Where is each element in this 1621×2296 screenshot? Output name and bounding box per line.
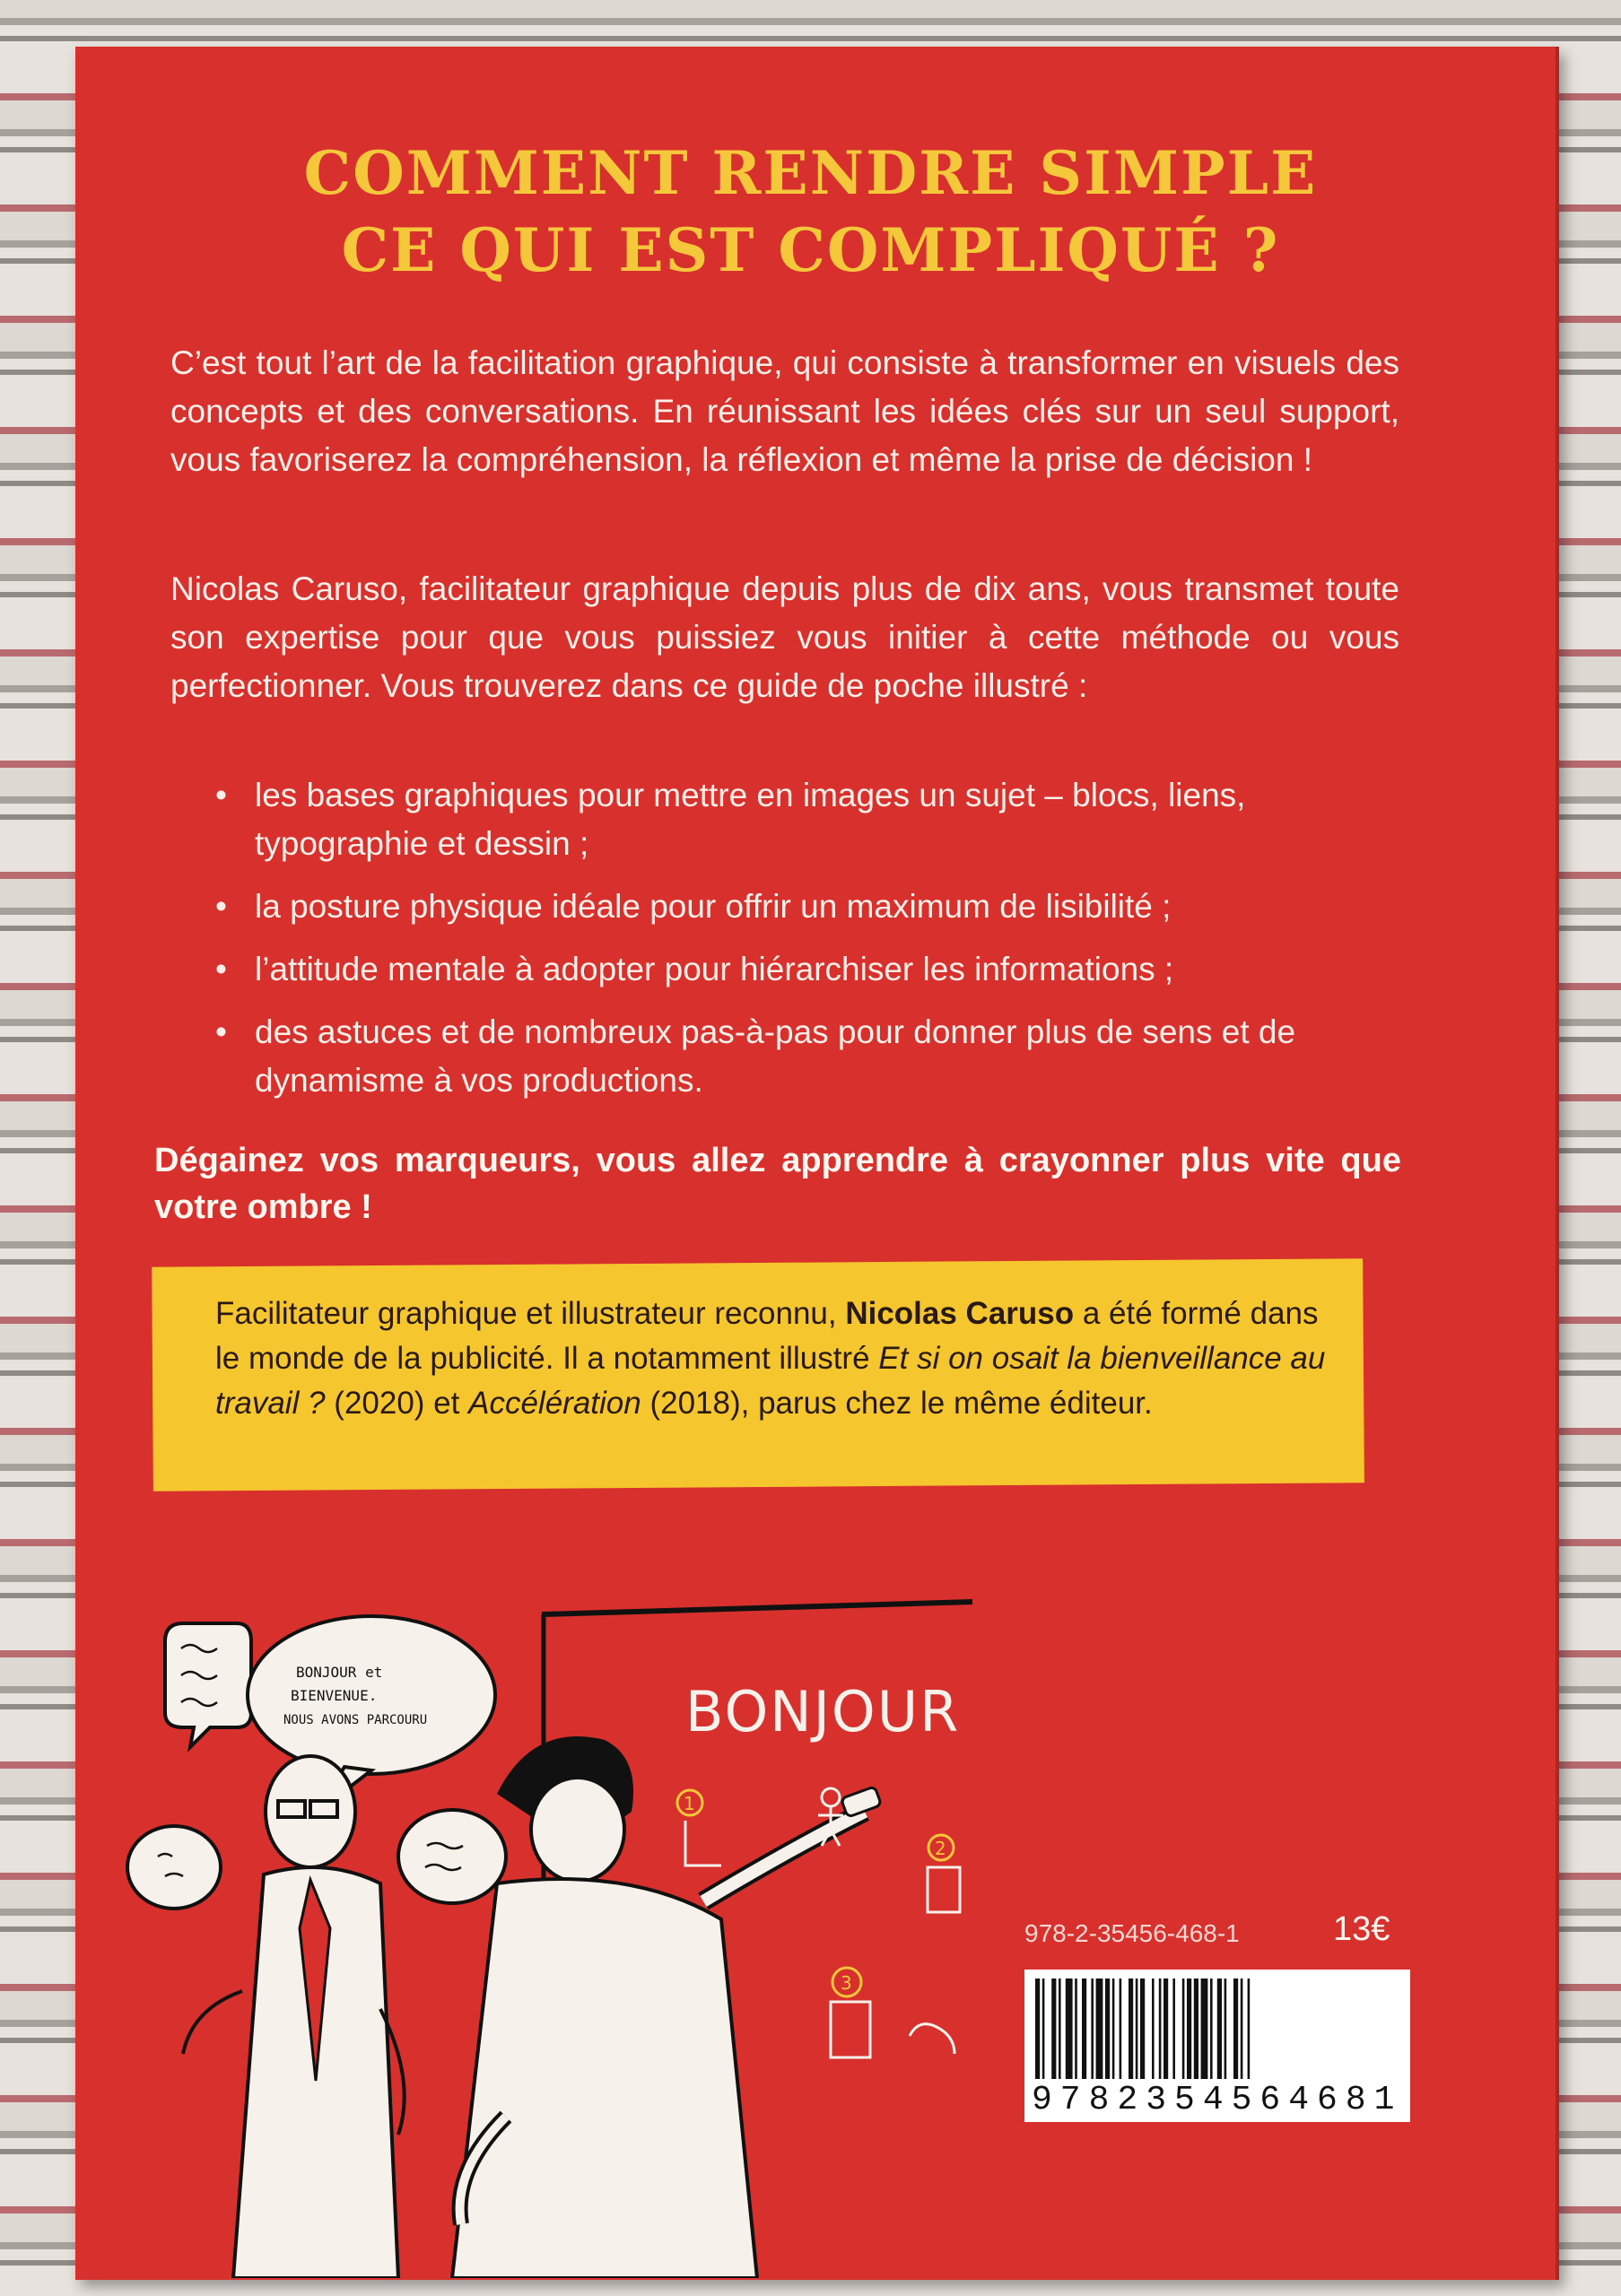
- speech-bubble-text: BONJOUR et: [296, 1664, 383, 1681]
- barcode-bar: [1140, 1979, 1145, 2079]
- step-number: 2: [935, 1838, 946, 1859]
- barcode-bar: [1091, 1979, 1094, 2079]
- feature-item: • l’attitude mentale à adopter pour hiérarchiser les informations ;: [215, 945, 1399, 994]
- barcode-bar: [1066, 1979, 1073, 2079]
- intro-paragraph: C’est tout l’art de la facilitation graphique, qui consiste à transformer en visuels des concepts et des conversations. En réunissant les idées clés sur un seul support, vous favoriserez la compréhension, la réflexion et même la prise de décision !: [170, 344, 1399, 478]
- bio-book-title: Et si on osait la bienveillance au travail ?: [215, 1341, 1326, 1421]
- man-drawing-figure: [452, 1736, 882, 2278]
- author-bio: [215, 1292, 1328, 1426]
- barcode-bar: [1182, 1979, 1185, 2079]
- barcode-bar: [1201, 1979, 1208, 2079]
- barcode-bar: [1163, 1979, 1168, 2079]
- speech-bubble-icon: [165, 1623, 251, 1747]
- barcode-bar: [1194, 1979, 1198, 2079]
- barcode-bar: [1112, 1979, 1115, 2079]
- isbn-number: 978-2-35456-468-1: [1024, 1919, 1240, 1947]
- feature-list: [215, 771, 1399, 1119]
- barcode-bar: [1075, 1979, 1077, 2079]
- barcode-bar: [1035, 1979, 1040, 2079]
- barcode-bar: [1210, 1979, 1213, 2079]
- facilitation-illustration: [75, 1543, 1062, 2278]
- barcode-bar: [1159, 1979, 1162, 2079]
- speech-bubble-icon: [398, 1810, 506, 1903]
- board-word: BONJOUR: [685, 1679, 961, 1744]
- feature-item: • la posture physique idéale pour offrir un maximum de lisibilité ;: [215, 883, 1399, 931]
- barcode-bar: [1051, 1979, 1056, 2079]
- barcode-bar: [1096, 1979, 1103, 2079]
- man-with-tie-figure: [183, 1756, 405, 2278]
- price-label: 13€: [1333, 1910, 1390, 1948]
- barcode-bar: [1172, 1979, 1175, 2079]
- headline-line-2: CE QUI EST COMPLIQUÉ ?: [341, 215, 1280, 285]
- barcode-bar: [1105, 1979, 1110, 2079]
- speech-bubble-icon: [127, 1826, 221, 1909]
- step-number: 1: [684, 1793, 695, 1814]
- barcode-bar: [1042, 1979, 1045, 2079]
- barcode-bar: [1187, 1979, 1191, 2079]
- speech-bubble-text: NOUS AVONS PARCOURU: [283, 1713, 428, 1727]
- call-to-action: Dégainez vos marqueurs, vous allez apprendre à crayonner plus vite que votre ombre !: [154, 1142, 1401, 1226]
- bio-text: Facilitateur graphique et illustrateur reconnu,: [215, 1296, 846, 1331]
- barcode-bar: [1217, 1979, 1222, 2079]
- speech-bubble-text: BIENVENUE.: [291, 1687, 378, 1704]
- headline-line-1: COMMENT RENDRE SIMPLE: [303, 138, 1318, 208]
- step-number: 3: [841, 1972, 852, 1994]
- barcode-digits: 9782354564681: [1032, 2081, 1405, 2119]
- barcode-bar: [1233, 1979, 1238, 2079]
- feature-item: • les bases graphiques pour mettre en images un sujet – blocs, liens, typographie et dessin ;: [215, 771, 1399, 868]
- bio-text: (2018), parus chez le même éditeur.: [641, 1386, 1153, 1421]
- barcode-bar: [1241, 1979, 1243, 2079]
- bio-text: (2020) et: [325, 1386, 469, 1421]
- bio-author-name: Nicolas Caruso: [845, 1296, 1075, 1331]
- barcode-bar: [1224, 1979, 1227, 2079]
- barcode-bar: [1120, 1979, 1122, 2079]
- barcode-bar: [1082, 1979, 1086, 2079]
- barcode-bar: [1248, 1979, 1251, 2079]
- barcode-bar: [1059, 1979, 1061, 2079]
- feature-item: • des astuces et de nombreux pas-à-pas pour donner plus de sens et de dynamisme à vos productions.: [215, 1008, 1399, 1105]
- bio-book-title: Accélération: [468, 1386, 641, 1421]
- headline: [0, 135, 1621, 289]
- barcode-bar: [1136, 1979, 1138, 2079]
- bio-text: a été formé dans le monde de la publicité. Il a notamment illustré: [215, 1296, 1319, 1376]
- barcode-bar: [1129, 1979, 1133, 2079]
- author-paragraph: Nicolas Caruso, facilitateur graphique depuis plus de dix ans, vous transmet toute son expertise pour que vous puissiez vous initier à cette méthode ou vous perfectionner. Vous trouverez dans ce guide de poche illustré :: [170, 570, 1399, 704]
- barcode-bar: [1152, 1979, 1155, 2079]
